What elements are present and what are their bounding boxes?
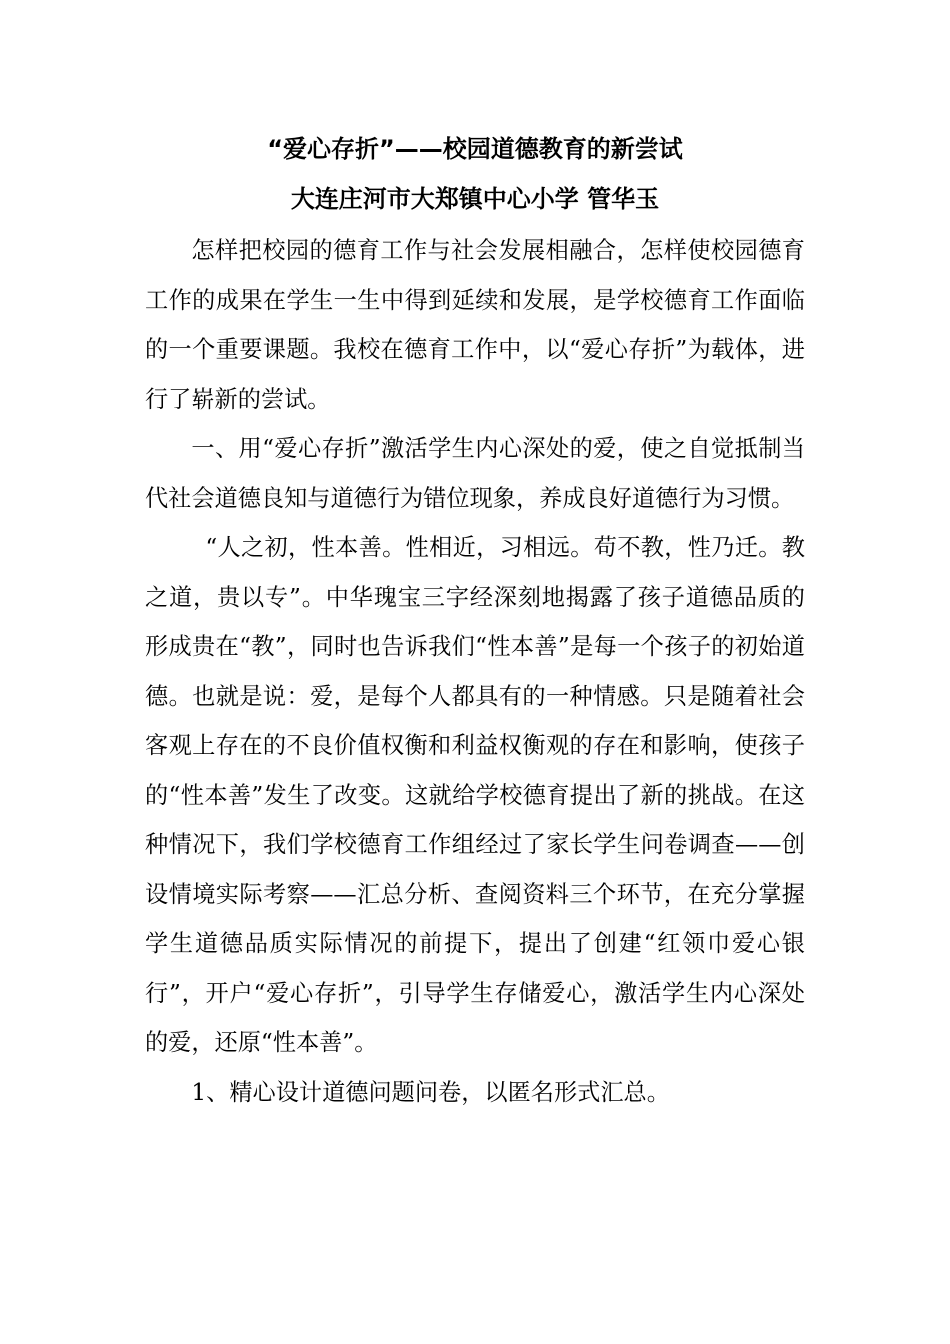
document-byline: 大连庄河市大郑镇中心小学 管华玉 [290,185,660,213]
paragraph-intro: 怎样把校园的德育工作与社会发展相融合，怎样使校园德育工作的成果在学生一生中得到延续和发展，是学校德育工作面临的一个重要课题。我校在德育工作中，以“爱心存折”为载体，进行了崭新的尝试。 [145,237,805,413]
paragraph-sanzijing: “人之初，性本善。性相近，习相远。苟不教，性乃迁。教之道，贵以专”。中华瑰宝三字经深刻地揭露了孩子道德品质的形成贵在“教”，同时也告诉我们“性本善”是每一个孩子的初始道德。也就是说：爱，是每个人都具有的一种情感。只是随着社会客观上存在的不良价值权衡和利益权衡观的存在和影响，使孩子的“性本善”发生了改变。这就给学校德育提出了新的挑战。在这种情况下，我们学校德育工作组经过了家长学生问卷调查——创设情境实际考察——汇总分析、查阅资料三个环节，在充分掌握学生道德品质实际情况的前提下，提出了创建“红领巾爱心银行”，开户“爱心存折”，引导学生存储爱心，激活学生内心深处的爱，还原“性本善”。 [145,534,805,1056]
document-title: “爱心存折”——校园道德教育的新尝试 [267,135,683,163]
paragraph-item-one: 1、精心设计道德问题问卷，以匿名形式汇总。 [191,1078,670,1106]
paragraph-section-one: 一、用“爱心存折”激活学生内心深处的爱，使之自觉抵制当代社会道德良知与道德行为错位现象，养成良好道德行为习惯。 [145,435,805,512]
document-body [145,226,805,1117]
